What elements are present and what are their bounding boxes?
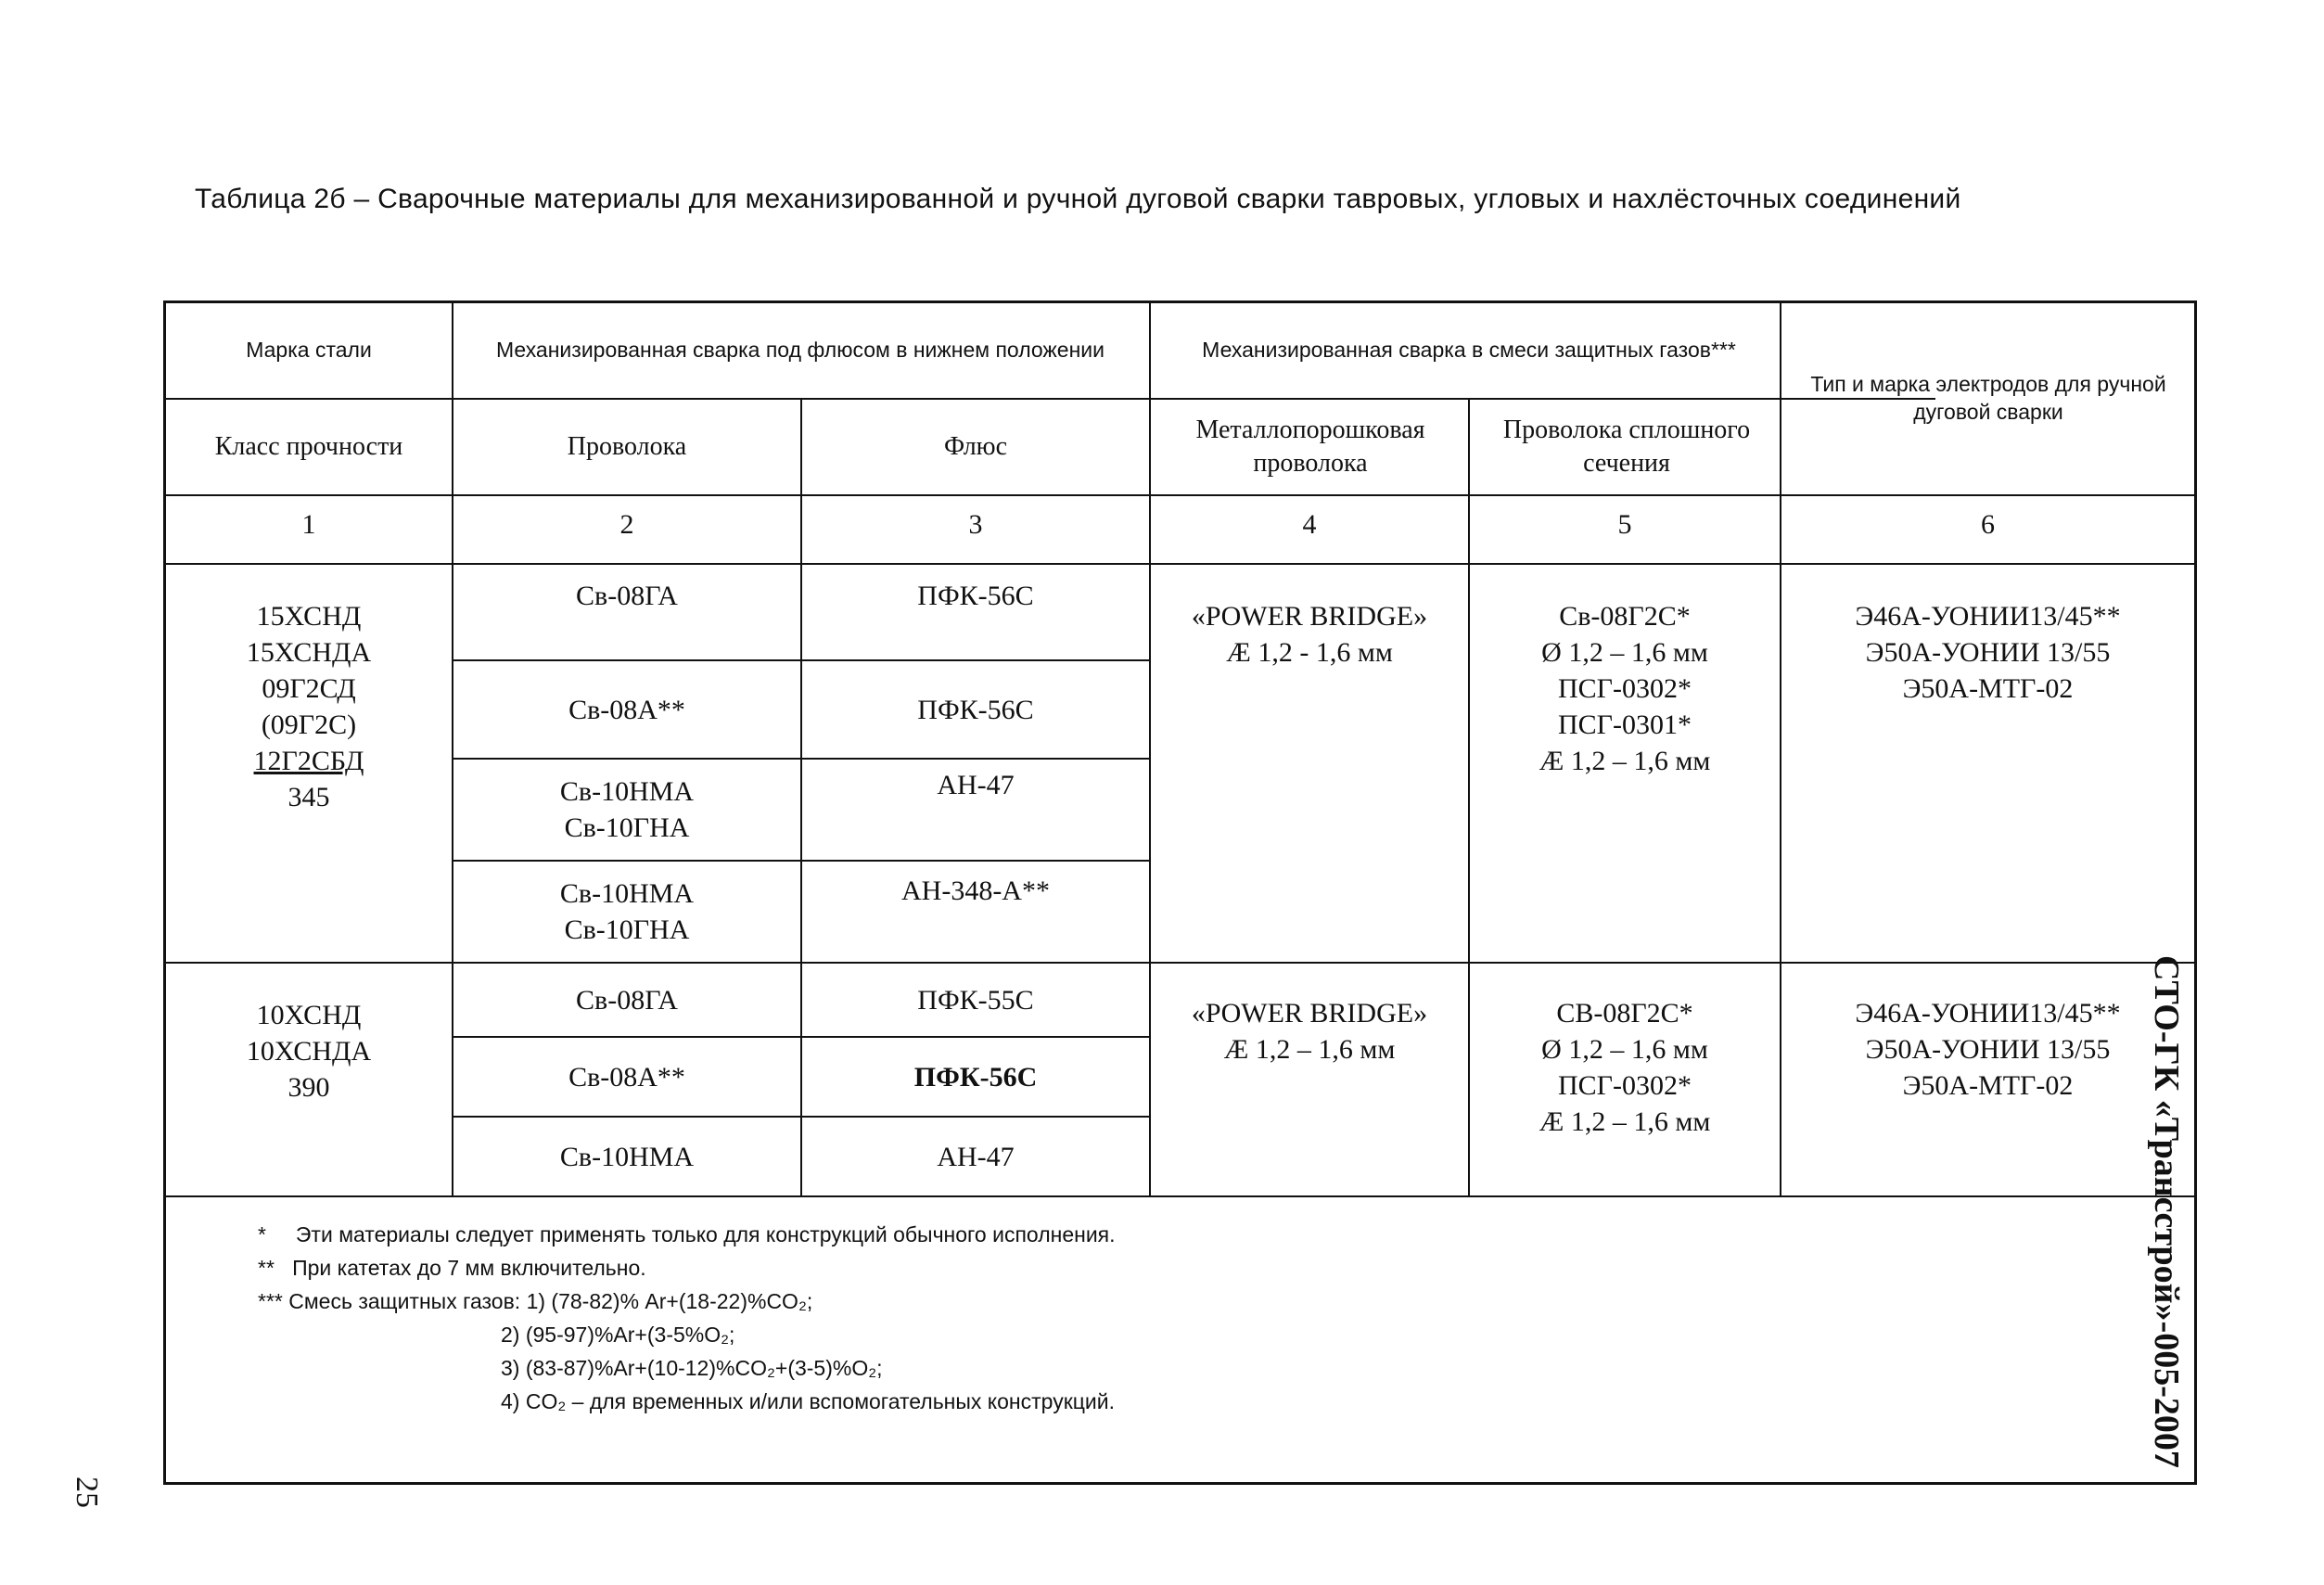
flux-cell: ПФК-56С (917, 694, 1034, 725)
header-flux: Флюс (943, 431, 1008, 461)
flux-cell: АН-47 (937, 770, 1015, 800)
flux-cell: АН-348-А** (901, 876, 1050, 906)
electrode-line: Э50А-УОНИИ 13/55 (1865, 1034, 2111, 1065)
table-caption: Таблица 2б – Сварочные материалы для механизированной и ручной дуговой сварки тавровых, угловых и нахлёсточных соединений (195, 184, 1961, 214)
solid-wire-group1 (1470, 598, 1780, 960)
electrodes-group2 (1781, 995, 2194, 1194)
solid-wire-group2 (1470, 995, 1780, 1194)
flux-cell: ПФК-55С (917, 984, 1034, 1016)
header-solid-wire: Проволока сплошного сечения (1502, 415, 1751, 478)
divider (166, 1195, 2194, 1197)
col-number: 5 (1617, 508, 1632, 540)
header-submerged-group: Механизированная сварка под флюсом в нижнем положении (495, 338, 1105, 363)
wire-cell: Св-08ГА (576, 984, 678, 1016)
flux-cell: ПФК-56С (913, 1061, 1038, 1093)
electrodes-group1 (1781, 598, 2194, 960)
flux-cell: АН-47 (937, 1141, 1015, 1172)
solid-wire-line: Æ 1,2 – 1,6 мм (1539, 746, 1711, 776)
solid-wire-line: ПСГ-0301* (1557, 709, 1692, 740)
electrode-line: Э46А-УОНИИ13/45** (1855, 998, 2121, 1029)
steel-grade-group2 (166, 997, 452, 1192)
electrode-line: Э50А-МТГ-02 (1902, 1070, 2074, 1101)
solid-wire-line: Ø 1,2 – 1,6 мм (1541, 1034, 1708, 1065)
flux-cell: ПФК-56С (917, 581, 1034, 611)
solid-wire-line: ПСГ-0302* (1557, 673, 1692, 704)
solid-wire-line: Æ 1,2 – 1,6 мм (1539, 1106, 1711, 1137)
wire-cell: Св-10НМА Св-10ГНА (559, 878, 695, 945)
metal-powder-line: Æ 1,2 – 1,6 мм (1223, 1034, 1396, 1065)
footnote: 2) (95-97)%Ar+(3-5%O₂; (258, 1323, 735, 1347)
steel-grade-group1 (166, 598, 452, 951)
footnote: 4) CO₂ – для временных и/или вспомогательных конструкций. (258, 1389, 1116, 1413)
wire-cell: Св-08А** (568, 694, 685, 725)
steel-grade: 15ХСНДА (246, 637, 372, 668)
footnotes (258, 1218, 1116, 1418)
electrode-line: Э50А-МТГ-02 (1902, 673, 2074, 704)
col-number: 2 (619, 508, 634, 540)
steel-grade: 10ХСНДА (246, 1036, 372, 1067)
wire-cell: Св-08А** (568, 1061, 685, 1093)
page-number: 25 (70, 1476, 104, 1508)
footnote: ** При катетах до 7 мм включительно. (258, 1256, 646, 1280)
metal-powder-line: Æ 1,2 - 1,6 мм (1226, 637, 1393, 668)
steel-grade: 10ХСНД (256, 1000, 362, 1030)
metal-powder-line: «POWER BRIDGE» (1191, 601, 1428, 632)
electrode-line: Э46А-УОНИИ13/45** (1855, 601, 2121, 632)
solid-wire-line: СВ-08Г2С* (1556, 998, 1693, 1029)
footnote: * Эти материалы следует применять только для конструкций обычного исполнения. (258, 1222, 1116, 1246)
col-number: 6 (1981, 508, 1995, 540)
divider (166, 563, 2194, 565)
wire-cell: Св-10НМА (559, 1141, 695, 1172)
steel-grade: 12Г2СБД (253, 746, 364, 776)
strength-class: 345 (287, 782, 330, 812)
metal-powder-line: «POWER BRIDGE» (1191, 998, 1428, 1029)
steel-grade: 09Г2СД (262, 673, 356, 704)
metal-powder-group1 (1151, 598, 1468, 960)
header-wire: Проволока (567, 431, 687, 461)
header-electrodes: Тип и марка электродов для ручной дуговой сварки (1810, 372, 2166, 424)
steel-grade: (09Г2С) (261, 709, 357, 740)
steel-grade: 15ХСНД (256, 601, 362, 632)
footnote: 3) (83-87)%Ar+(10-12)%CO₂+(3-5)%O₂; (258, 1356, 883, 1380)
col-number: 4 (1302, 508, 1317, 540)
wire-cell: Св-08ГА (576, 581, 678, 611)
footnote: *** Смесь защитных газов: 1) (78-82)% Ar+(18-22)%CO₂; (258, 1289, 813, 1313)
solid-wire-line: ПСГ-0302* (1557, 1070, 1692, 1101)
strength-class: 390 (287, 1072, 330, 1103)
header-steel-grade: Марка стали (246, 338, 372, 363)
document-code-vertical: СТО-ГК «Трансстрой»-005-2007 (2147, 955, 2186, 1468)
col-number: 1 (301, 508, 316, 540)
electrode-line: Э50А-УОНИИ 13/55 (1865, 637, 2111, 668)
col-number: 3 (968, 508, 983, 540)
metal-powder-group2 (1151, 995, 1468, 1194)
wire-cell: Св-10НМА Св-10ГНА (559, 776, 695, 843)
header-metal-powder-wire: Металлопорошковая проволока (1195, 415, 1425, 478)
header-strength-class: Класс прочности (214, 431, 403, 461)
solid-wire-line: Св-08Г2С* (1559, 601, 1691, 632)
header-gas-group: Механизированная сварка в смеси защитных газов*** (1202, 338, 1736, 363)
solid-wire-line: Ø 1,2 – 1,6 мм (1541, 637, 1708, 668)
